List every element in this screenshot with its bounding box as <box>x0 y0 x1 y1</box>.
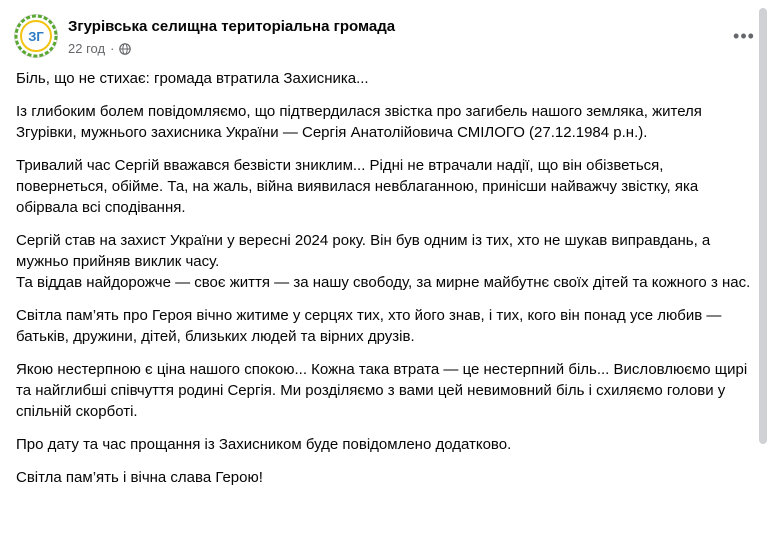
page-avatar[interactable] <box>14 14 58 58</box>
post-paragraph: Якою нестерпною є ціна нашого спокою... Кожна така втрата — це нестерпний біль... Висловлюємо щирі та найглибші співчуття родині Сергія. Ми розділяємо з вами цей невимовний біль і схиляємо голови у спільній скорботі. <box>16 361 748 420</box>
post-header <box>14 14 759 62</box>
meta-separator: · <box>110 41 115 56</box>
post-time[interactable]: 22 год <box>68 41 106 56</box>
globe-icon <box>119 43 131 55</box>
post-paragraph: Із глибоким болем повідомляємо, що підтвердилася звістка про загибель нашого земляка, жителя Згурівки, мужнього захисника України — Сергія Анатолійовича СМІЛОГО (27.12.1984 р.н.). <box>16 103 702 141</box>
avatar-text: ЗГ <box>28 29 44 44</box>
post-paragraph: Біль, що не стихає: громада втратила Захисника... <box>16 70 369 87</box>
post-paragraph: Світла пам’ять про Героя вічно житиме у серцях тих, хто його знав, і тих, кого він понад усе любив — батьків, дружини, дітей, близьких людей та вірних друзів. <box>16 307 722 345</box>
post-paragraph: Тривалий час Сергій вважався безвісти зниклим... Рідні не втрачали надії, що він обізветься, повернеться, обійме. Та, на жаль, війна виявилася невблаганною, принісши найважчу звістку, яка обірвала всі сподівання. <box>16 157 699 216</box>
more-dots-icon: ••• <box>733 25 755 46</box>
post-meta <box>68 41 131 56</box>
post-paragraph: Про дату та час прощання із Захисником буде повідомлено додатково. <box>16 436 512 453</box>
community-logo-icon <box>14 14 58 58</box>
more-options-button[interactable] <box>729 24 759 48</box>
post-body <box>16 68 758 500</box>
scrollbar[interactable] <box>759 8 767 444</box>
post-paragraph: Світла пам’ять і вічна слава Герою! <box>16 469 263 486</box>
page-name-link[interactable]: Згурівська селищна територіальна громада <box>68 18 396 35</box>
post-paragraph: Сергій став на захист України у вересні 2024 року. Він був одним із тих, хто не шукав виправдань, а мужньо прийняв виклик часу. Та віддав найдорожче — своє життя — за нашу свободу, за мирне майбутнє своїх дітей та кожного з нас. <box>16 232 751 291</box>
